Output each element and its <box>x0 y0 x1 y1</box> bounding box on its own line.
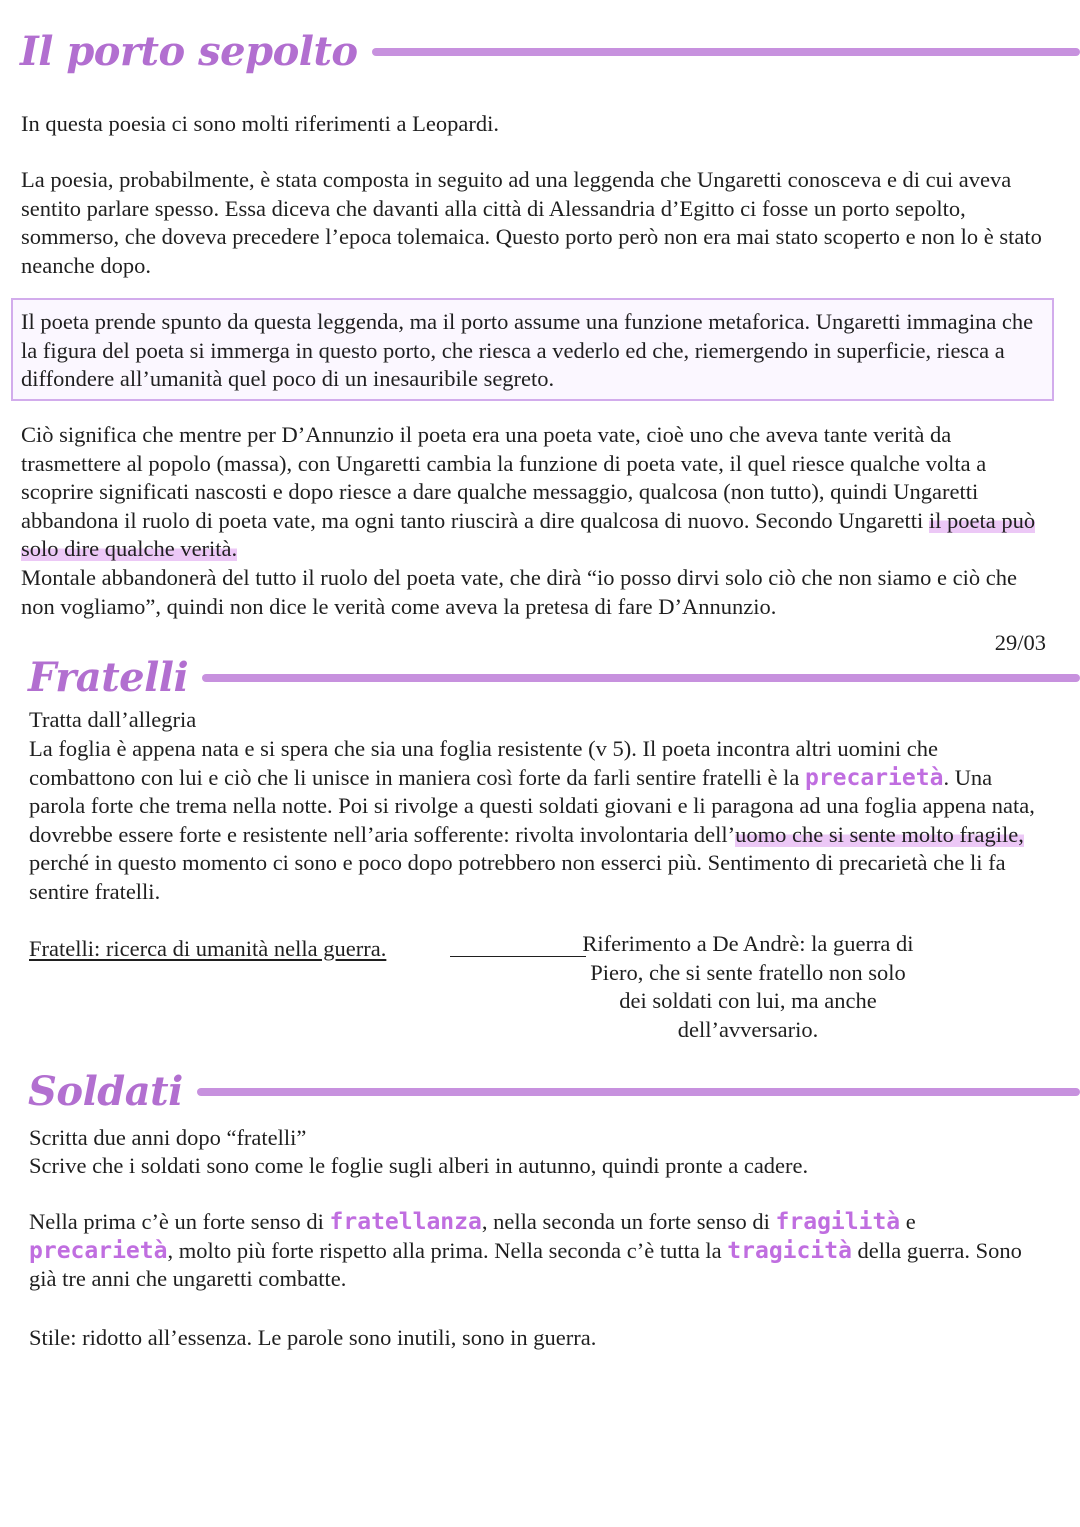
section-title: Fratelli <box>28 654 189 701</box>
highlighted-text: il poeta può solo dire qualche verità. <box>21 507 1036 561</box>
section-heading-porto-sepolto <box>20 28 1080 75</box>
side-note: Riferimento a De Andrè: la guerra di Piero, che si sente fratello non solo dei soldati con lui, ma anche dell’avversario. <box>582 931 914 1042</box>
paragraph: La poesia, probabilmente, è stata composta in seguito ad una leggenda che Ungaretti conosceva e di cui aveva sentito parlare spesso. Essa diceva che davanti alla città di Alessandria d’Egitto ci fosse un porto sepolto, sommerso, che doveva precedere l’epoca tolemaica. Questo porto però non era mai stato scoperto e non lo è stato neanche dopo. <box>21 167 1042 278</box>
text-run: Nella prima c’è un forte senso di <box>29 1209 330 1234</box>
paragraph: Scrive che i soldati sono come le foglie sugli alberi in autunno, quindi pronte a cadere. <box>29 1153 809 1178</box>
keyword: precarietà <box>29 1237 168 1264</box>
connector-line <box>450 956 586 957</box>
date-label: 29/03 <box>994 630 1046 655</box>
heading-rule <box>197 1088 1080 1096</box>
keyword: precarietà <box>804 764 944 791</box>
text-run: Ciò significa che mentre per D’Annunzio il poeta era una poeta vate, cioè uno che aveva tante verità da trasmettere al popolo (massa), con Ungaretti cambia la funzione di poeta vate, il quel riesce qualche volta a scoprire significati nascosti e dopo riesce a dare qualche messaggio, qualcosa (non tutto), quindi Ungaretti abbandona il ruolo di poeta vate, ma ogni tanto riuscirà a dire qualcosa di nuovo. Secondo Ungaretti <box>21 422 987 533</box>
text-run: La foglia è appena nata e si spera che sia una foglia resistente (v 5). Il poeta incontra altri uomini che combattono con lui e ciò che li unisce in maniera così forte da farli sentire fratelli è la <box>29 736 939 790</box>
paragraph <box>29 735 1049 906</box>
text-run: , molto più forte rispetto alla prima. Nella seconda c’è tutta la <box>167 1237 728 1263</box>
section-title: Il porto sepolto <box>20 28 358 75</box>
text-run: . Una parola forte che trema nella notte. Poi si rivolge a questi soldati giovani e li paragona ad una foglia appena nata, dovrebbe essere forte e resistente nell’aria sofferente: rivolta involontaria dell’ <box>29 764 1035 847</box>
keyword: tragicità <box>727 1237 852 1264</box>
highlighted-text: uomo che si sente molto fragile, <box>735 821 1024 847</box>
keyword: fragilità <box>775 1209 901 1235</box>
text-run: perché in questo momento ci sono e poco dopo potrebbero non esserci più. Sentimento di precarietà che li fa sentire fratelli. <box>29 850 1006 904</box>
text-run: , nella seconda un forte senso di <box>481 1209 776 1234</box>
section-title: Soldati <box>28 1068 183 1115</box>
paragraph: Stile: ridotto all’essenza. Le parole sono inutili, sono in guerra. <box>29 1325 597 1350</box>
paragraph: Montale abbandonerà del tutto il ruolo del poeta vate, che dirà “io posso dirvi solo ciò che non siamo e ciò che non vogliamo”, quindi non dice le verità come aveva la pretesa di fare D’Annunzio. <box>21 565 1017 619</box>
paragraph: In questa poesia ci sono molti riferimenti a Leopardi. <box>21 111 499 136</box>
underlined-summary: Fratelli: ricerca di umanità nella guerra. <box>29 936 387 961</box>
heading-rule <box>202 674 1080 682</box>
paragraph <box>29 1208 1039 1294</box>
paragraph: Scritta due anni dopo “fratelli” <box>29 1125 307 1150</box>
section-heading-fratelli <box>28 654 1080 701</box>
text-run: e <box>900 1209 916 1234</box>
heading-rule <box>372 48 1080 56</box>
text-run: della guerra. Sono già tre anni che ungaretti combatte. <box>29 1237 1022 1291</box>
section-heading-soldati <box>28 1068 1080 1115</box>
paragraph <box>21 421 1051 564</box>
boxed-paragraph: Il poeta prende spunto da questa leggenda, ma il porto assume una funzione metaforica. Ungaretti immagina che la figura del poeta si immerga in questo porto, che riesca a vederlo ed che, riemergendo in superficie, riesca a diffondere all’umanità quel poco di un inesauribile segreto. <box>21 309 1034 391</box>
keyword: fratellanza <box>329 1209 482 1235</box>
paragraph: Tratta dall’allegria <box>29 707 197 732</box>
